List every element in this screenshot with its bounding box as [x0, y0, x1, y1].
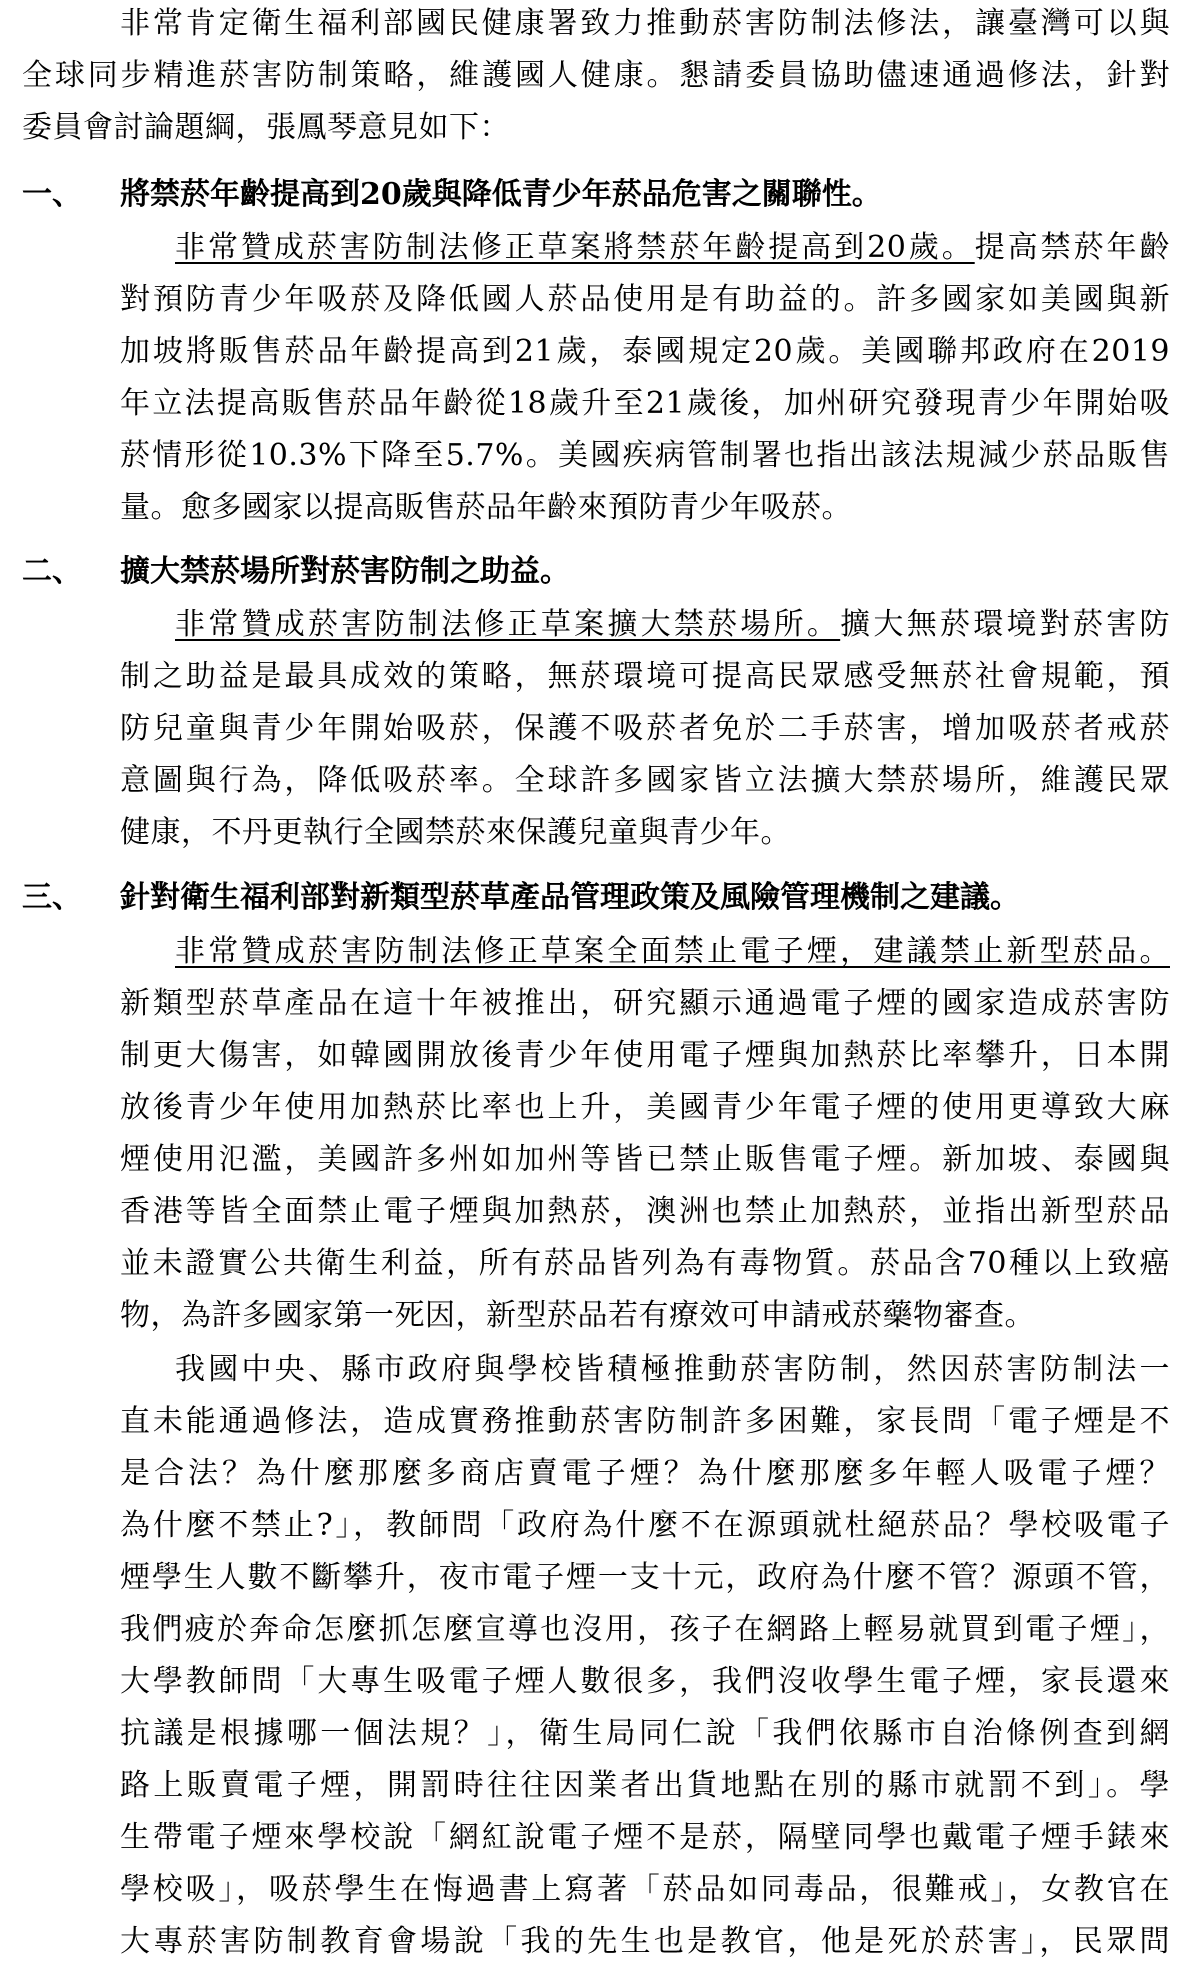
body-line: 年立法提高販售菸品年齡從18歲升至21歲後，加州研究發現青少年開始吸: [120, 386, 1170, 421]
closing-line: 生帶電子煙來學校說「網紅說電子煙不是菸，隔壁同學也戴電子煙手錶來: [120, 1820, 1170, 1855]
closing-line: 大專菸害防制教育會場說「我的先生也是教官，他是死於菸害」，民眾問: [120, 1924, 1170, 1959]
body-line: 制之助益是最具成效的策略，無菸環境可提高民眾感受無菸社會規範，預: [120, 659, 1170, 694]
section-title: 將禁菸年齡提高到20歲與降低青少年菸品危害之關聯性。: [120, 177, 882, 212]
body-line: 量。愈多國家以提高販售菸品年齡來預防青少年吸菸。: [120, 490, 852, 525]
closing-line: 煙學生人數不斷攀升，夜市電子煙一支十元，政府為什麼不管？源頭不管，: [120, 1560, 1170, 1595]
closing-line: 為什麼不禁止?」，教師問「政府為什麼不在源頭就杜絕菸品？學校吸電子: [120, 1508, 1170, 1543]
body-line: 新類型菸草產品在這十年被推出，研究顯示通過電子煙的國家造成菸害防: [120, 986, 1170, 1021]
body-line: 放後青少年使用加熱菸比率也上升，美國青少年電子煙的使用更導致大麻: [120, 1090, 1170, 1125]
highlighted-statement: 非常贊成菸害防制法修正草案將禁菸年齡提高到20歲。: [175, 230, 975, 265]
body-line: 菸情形從10.3%下降至5.7%。美國疾病管制署也指出該法規減少菸品販售: [120, 438, 1170, 473]
closing-line: 學校吸」，吸菸學生在悔過書上寫著「菸品如同毒品，很難戒」，女教官在: [120, 1872, 1170, 1907]
body-line: 並未證實公共衛生利益，所有菸品皆列為有毒物質。菸品含70種以上致癌: [120, 1246, 1170, 1281]
closing-line: 直未能通過修法，造成實務推動菸害防制許多困難，家長問「電子煙是不: [120, 1404, 1170, 1439]
section-title: 針對衛生福利部對新類型菸草產品管理政策及風險管理機制之建議。: [120, 880, 1020, 915]
section-title: 擴大禁菸場所對菸害防制之助益。: [120, 554, 570, 589]
statement-continuation: 提高禁菸年齡: [974, 230, 1170, 265]
closing-line: 是合法？為什麼那麼多商店賣電子煙？為什麼那麼多年輕人吸電子煙？: [120, 1456, 1170, 1491]
statement-continuation: 擴大無菸環境對菸害防: [840, 607, 1170, 642]
body-line: 防兒童與青少年開始吸菸，保護不吸菸者免於二手菸害，增加吸菸者戒菸: [120, 711, 1170, 746]
intro-line: 委員會討論題綱，張鳳琴意見如下：: [22, 110, 510, 145]
highlighted-statement: 非常贊成菸害防制法修正草案全面禁止電子煙，建議禁止新型菸品。: [175, 934, 1170, 969]
body-line: 對預防青少年吸菸及降低國人菸品使用是有助益的。許多國家如美國與新: [120, 282, 1170, 317]
section-3-first-line: [175, 932, 1170, 972]
section-number: 二、: [22, 554, 82, 589]
closing-line: 路上販賣電子煙，開罰時往往因業者出貨地點在別的縣市就罰不到」。學: [120, 1768, 1170, 1803]
intro-line: 全球同步精進菸害防制策略，維護國人健康。懇請委員協助儘速通過修法，針對: [22, 58, 1170, 93]
intro-line: 非常肯定衛生福利部國民健康署致力推動菸害防制法修法，讓臺灣可以與: [120, 6, 1170, 41]
body-line: 煙使用氾濫，美國許多州如加州等皆已禁止販售電子煙。新加坡、泰國與: [120, 1142, 1170, 1177]
body-line: 意圖與行為，降低吸菸率。全球許多國家皆立法擴大禁菸場所，維護民眾: [120, 763, 1170, 798]
body-line: 健康，不丹更執行全國禁菸來保護兒童與青少年。: [120, 815, 791, 850]
closing-line: 我國中央、縣市政府與學校皆積極推動菸害防制，然因菸害防制法一: [175, 1352, 1170, 1387]
closing-line: 大學教師問「大專生吸電子煙人數很多，我們沒收學生電子煙，家長還來: [120, 1664, 1170, 1699]
section-1-first-line: [175, 228, 1170, 268]
body-line: 香港等皆全面禁止電子煙與加熱菸，澳洲也禁止加熱菸，並指出新型菸品: [120, 1194, 1170, 1229]
body-line: 制更大傷害，如韓國開放後青少年使用電子煙與加熱菸比率攀升，日本開: [120, 1038, 1170, 1073]
body-line: 物，為許多國家第一死因，新型菸品若有療效可申請戒菸藥物審查。: [120, 1298, 1035, 1333]
body-line: 加坡將販售菸品年齡提高到21歲，泰國規定20歲。美國聯邦政府在2019: [120, 334, 1170, 369]
section-number: 三、: [22, 880, 82, 915]
section-2-first-line: [175, 605, 1170, 645]
section-number: 一、: [22, 177, 82, 212]
closing-line: 我們疲於奔命怎麼抓怎麼宣導也沒用，孩子在網路上輕易就買到電子煙」，: [120, 1612, 1170, 1647]
highlighted-statement: 非常贊成菸害防制法修正草案擴大禁菸場所。: [175, 607, 841, 642]
closing-line: 抗議是根據哪一個法規？」，衛生局同仁說「我們依縣市自治條例查到網: [120, 1716, 1170, 1751]
